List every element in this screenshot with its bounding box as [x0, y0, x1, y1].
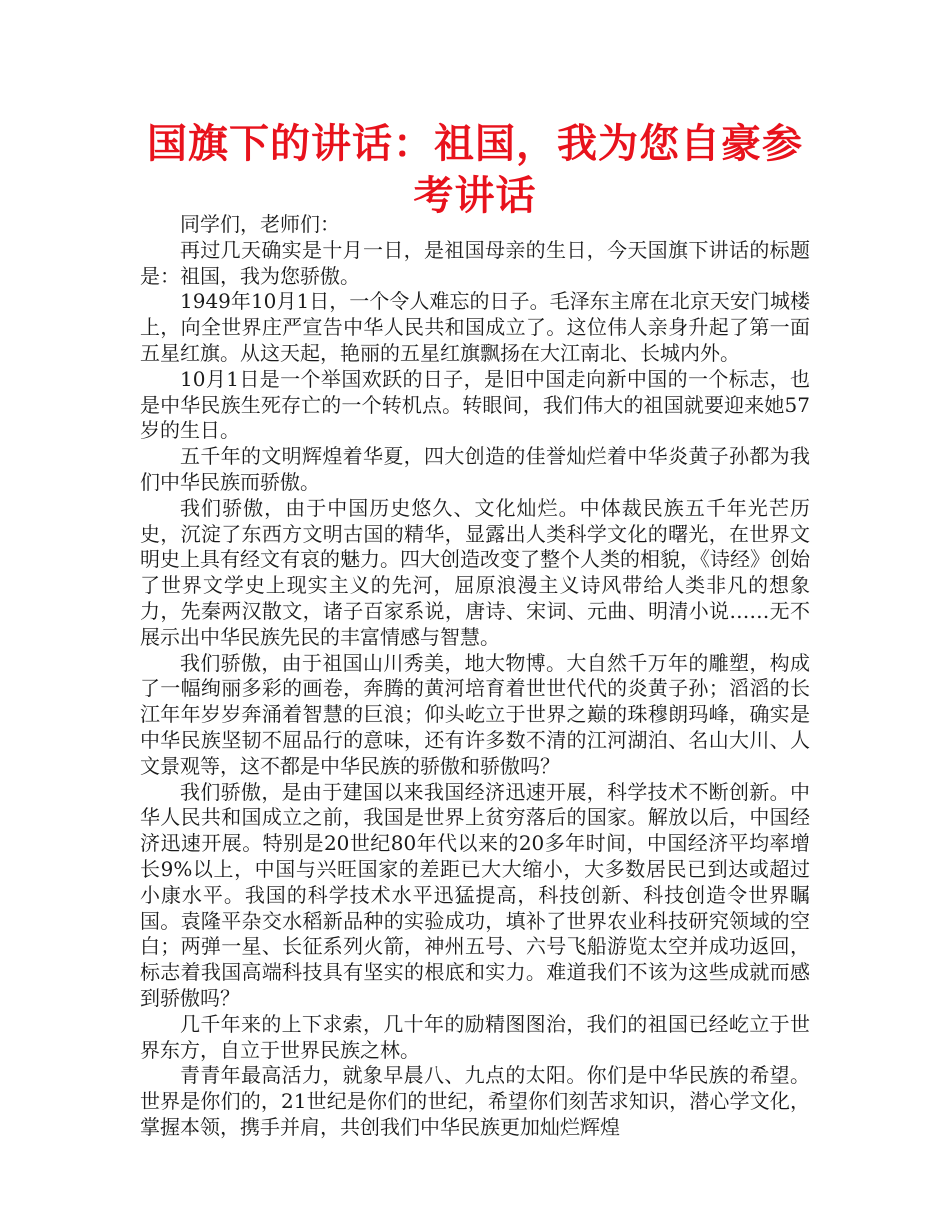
paragraph: 再过几天确实是十月一日，是祖国母亲的生日，今天国旗下讲话的标题是：祖国，我为您骄傲。: [140, 237, 810, 288]
document-body: [140, 212, 810, 1141]
paragraph: 10月1日是一个举国欢跃的日子，是旧中国走向新中国的一个标志，也是中华民族生死存亡的一个转机点。转眼间，我们伟大的祖国就要迎来她57岁的生日。: [140, 366, 810, 443]
paragraph: 我们骄傲，由于祖国山川秀美，地大物博。大自然千万年的雕塑，构成了一幅绚丽多彩的画卷，奔腾的黄河培育着世世代代的炎黄子孙；滔滔的长江年年岁岁奔涌着智慧的巨浪；仰头屹立于世界之巅的珠穆朗玛峰，确实是中华民族坚韧不屈品行的意味，还有许多数不清的江河湖泊、名山大川、人文景观等，这不都是中华民族的骄傲和骄傲吗？: [140, 650, 810, 778]
paragraph: 几千年来的上下求索，几十年的励精图图治，我们的祖国已经屹立于世界东方，自立于世界民族之林。: [140, 1011, 810, 1062]
paragraph: 我们骄傲，是由于建国以来我国经济迅速开展，科学技术不断创新。中华人民共和国成立之前，我国是世界上贫穷落后的国家。解放以后，中国经济迅速开展。特别是20世纪80年代以来的20多年时间，中国经济平均率增长9%以上，中国与兴旺国家的差距已大大缩小，大多数居民已到达或超过小康水平。我国的科学技术水平迅猛提高，科技创新、科技创造令世界瞩国。袁隆平杂交水稻新品种的实验成功，填补了世界农业科技研究领域的空白；两弹一星、长征系列火箭，神州五号、六号飞船游览太空并成功返回，标志着我国高端科技具有坚实的根底和实力。难道我们不该为这些成就而感到骄傲吗？: [140, 779, 810, 1010]
document-title: 国旗下的讲话：祖国，我为您自豪参考讲话: [147, 121, 803, 219]
paragraph: 1949年10月1日，一个令人难忘的日子。毛泽东主席在北京天安门城楼上，向全世界庄严宣告中华人民共和国成立了。这位伟人亲身升起了第一面五星红旗。从这天起，艳丽的五星红旗飘扬在大江南北、长城内外。: [140, 289, 810, 365]
paragraph-greeting: 同学们，老师们：: [180, 212, 340, 236]
paragraph: 我们骄傲，由于中国历史悠久、文化灿烂。中体裁民族五千年光芒历史，沉淀了东西方文明古国的精华，显露出人类科学文化的曙光，在世界文明史上具有经文有哀的魅力。四大创造改变了整个人类的相貌，《诗经》创始了世界文学史上现实主义的先河，屈原浪漫主义诗风带给人类非凡的想象力，先秦两汉散文，诸子百家系说，唐诗、宋词、元曲、明清小说……无不展示出中华民族先民的丰富情感与智慧。: [140, 495, 810, 649]
paragraph: 五千年的文明辉煌着华夏，四大创造的佳誉灿烂着中华炎黄子孙都为我们中华民族而骄傲。: [140, 444, 810, 494]
paragraph: 青青年最高活力，就象早晨八、九点的太阳。你们是中华民族的希望。世界是你们的，21世纪是你们的世纪，希望你们刻苦求知识，潜心学文化，掌握本领，携手并肩，共创我们中华民族更加灿烂辉煌: [140, 1063, 810, 1139]
